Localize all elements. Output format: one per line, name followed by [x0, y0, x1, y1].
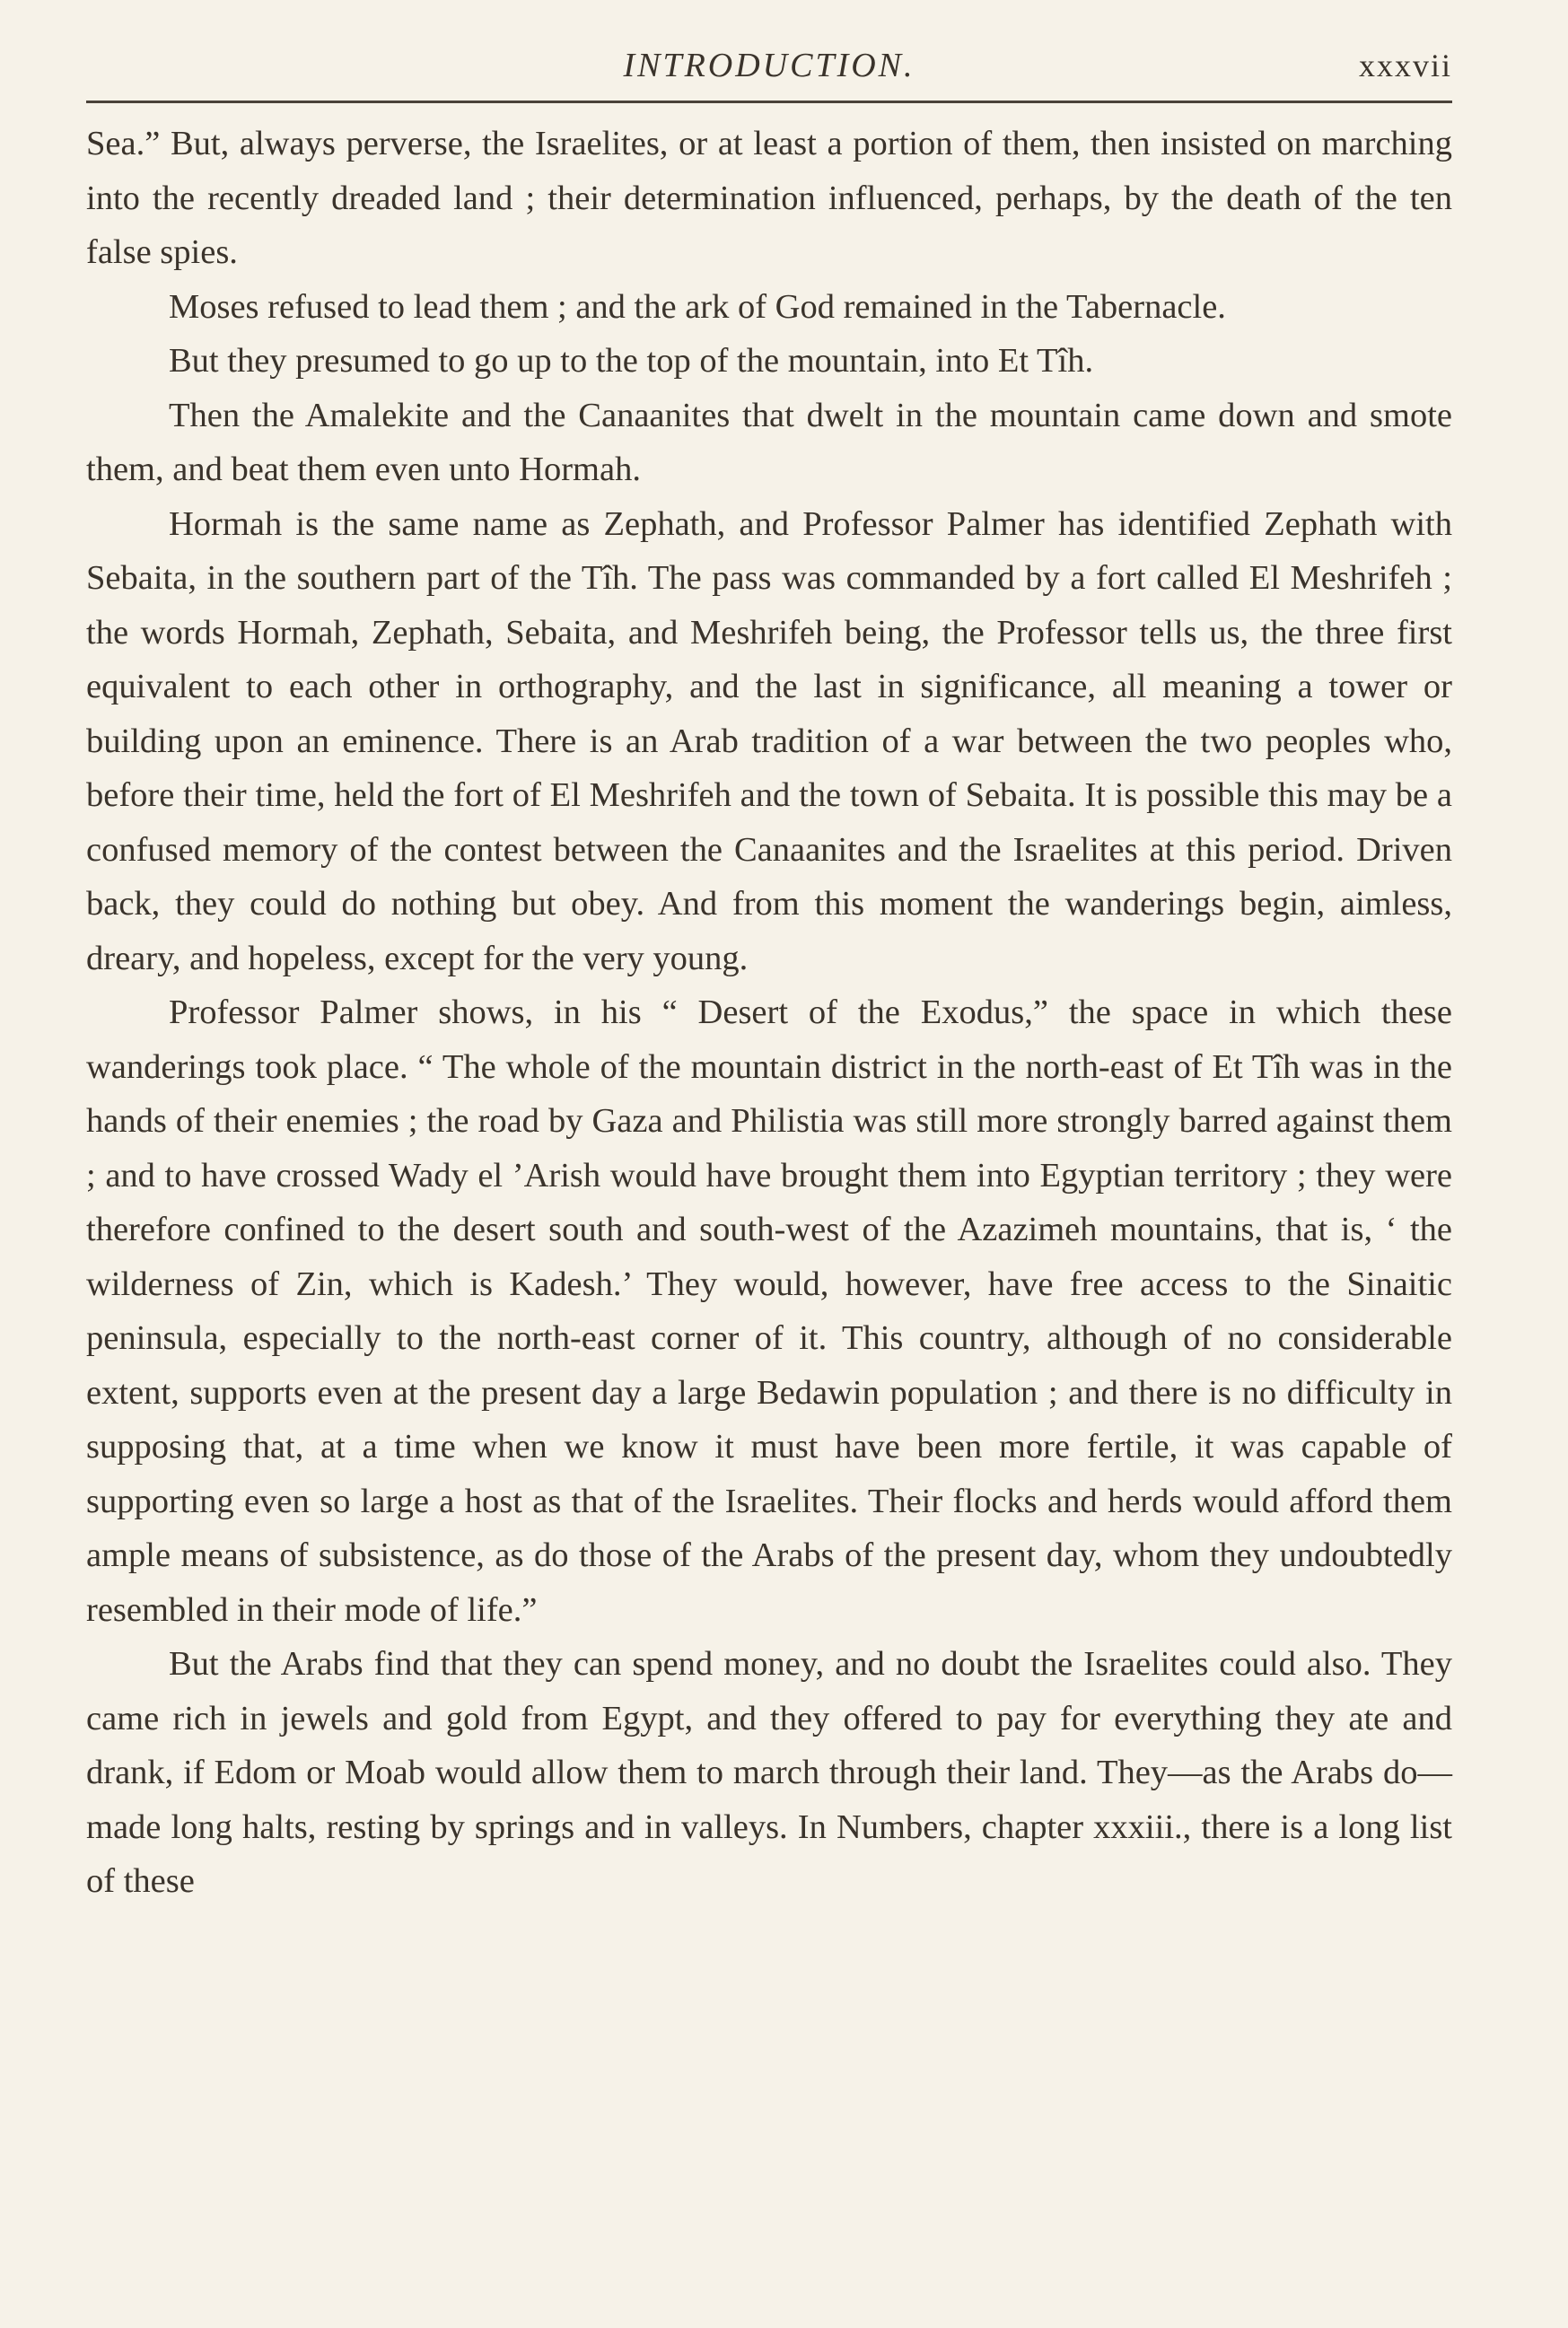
page-header — [86, 43, 1452, 97]
paragraph-3: But they presumed to go up to the top of the mountain, into Et Tîh. — [169, 342, 1094, 380]
page-number: xxxvii — [1358, 48, 1452, 83]
header-rule — [86, 101, 1452, 103]
paragraph-1: Sea.” But, always perverse, the Israelites, or at least a portion of them, then insisted on marching into the recently dreaded land ; their determination influenced, perhaps, by the death of the ten false spies. — [86, 125, 1452, 271]
paragraph-2: Moses refused to lead them ; and the ark of God remained in the Tabernacle. — [169, 287, 1226, 326]
paragraph-4: Then the Amalekite and the Canaanites that dwelt in the mountain came down and smote them, and beat them even unto Hormah. — [86, 396, 1452, 488]
paragraph-5: Hormah is the same name as Zephath, and Professor Palmer has identified Zephath with Sebaita, in the southern part of the Tîh. The pass was commanded by a fort called El Meshrifeh ; the words Hormah, Zephath, Sebaita, and Meshrifeh being, the Professor tells us, the three first equivalent to each other in orthography, and the last in significance, all meaning a tower or building upon an eminence. There is an Arab tradition of a war between the two peoples who, before their time, held the fort of El Meshrifeh and the town of Sebaita. It is possible this may be a confused memory of the contest between the Canaanites and the Israelites at this period. Driven back, they could do nothing but obey. And from this moment the wanderings begin, aimless, dreary, and hopeless, except for the very young. — [86, 504, 1452, 977]
running-title: INTRODUCTION. — [623, 47, 915, 84]
body-text — [86, 117, 1452, 1909]
paragraph-7: But the Arabs find that they can spend money, and no doubt the Israelites could also. They came rich in jewels and gold from Egypt, and they offered to pay for everything they ate and drank, if Edom or Moab would allow them to march through their land. They—as the Arabs do—made long halts, resting by springs and in valleys. In Numbers, chapter xxxiii., there is a long list of these — [86, 1645, 1452, 1900]
paragraph-6: Professor Palmer shows, in his “ Desert of the Exodus,” the space in which these wanderings took place. “ The whole of the mountain district in the north-east of Et Tîh was in the hands of their enemies ; the road by Gaza and Philistia was still more strongly barred against them ; and to have crossed Wady el ’Arish would have brought them into Egyptian territory ; they were therefore confined to the desert south and south-west of the Azazimeh mountains, that is, ‘ the wilderness of Zin, which is Kadesh.’ They would, however, have free access to the Sinaitic peninsula, especially to the north-east corner of it. This country, although of no considerable extent, supports even at the present day a large Bedawin population ; and there is no difficulty in supposing that, at a time when we know it must have been more fertile, it was capable of supporting even so large a host as that of the Israelites. Their flocks and herds would afford them ample means of subsistence, as do those of the Arabs of the present day, whom they undoubtedly resembled in their mode of life.” — [86, 993, 1452, 1629]
